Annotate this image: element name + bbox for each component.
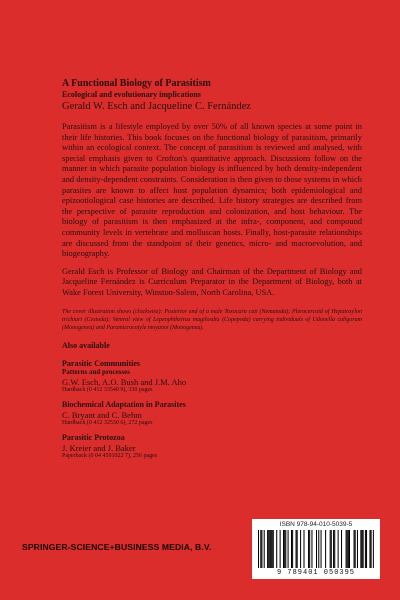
- barcode-bar: [309, 530, 310, 568]
- barcode-bar: [366, 530, 367, 568]
- barcode-bar: [292, 530, 293, 568]
- cover-illustration-caption: The cover illustration shows (clockwise): Posterior end of a male Toxocara cati (Nematoda); Plerocercoid of Hepatoxylon trichiuri (Cestoda); Ventral view of Lepeophtheirus magilosdia (Copepoda) carrying individuals of Udonella caligorum (Monogenea) and Paramicrocotyle moyanoi (Monogenea).: [62, 308, 362, 331]
- barcode-bar: [297, 530, 298, 568]
- barcode-bar: [272, 530, 273, 568]
- barcode-bar: [264, 530, 265, 568]
- related-book-authors: J. Kreier and J. Baker: [62, 442, 136, 453]
- isbn-label: ISBN 978-94-010-5039-5: [279, 521, 353, 528]
- related-book-meta: Paperback (0 04 4591022 7), 256 pages: [62, 452, 158, 459]
- barcode-bar: [300, 530, 301, 568]
- barcode-bar: [273, 530, 274, 568]
- barcode-bar: [348, 530, 349, 568]
- barcode-bar: [360, 530, 361, 568]
- barcode-bar: [349, 530, 350, 568]
- barcode-bar: [303, 530, 304, 568]
- barcode-bar: [288, 530, 289, 568]
- barcode-bar: [365, 530, 366, 568]
- barcode-bar: [346, 530, 347, 568]
- barcode-bar: [338, 530, 339, 568]
- barcode-bar: [283, 530, 284, 568]
- barcode-bar: [296, 530, 297, 568]
- related-book-authors: C. Bryant and C. Behm: [62, 409, 142, 420]
- book-authors: Gerald W. Esch and Jacqueline C. Fernández: [62, 101, 251, 112]
- barcode-bar: [355, 530, 356, 568]
- barcode-bar: [321, 530, 322, 568]
- barcode-bar: [330, 530, 331, 568]
- barcode-bar: [284, 530, 285, 568]
- barcode-bar: [258, 530, 259, 568]
- book-description: Parasitism is a lifestyle employed by over 50% of all known species at some point in their life histories. This book focuses on the functional biology of parasitism, primarily within an ecological context. The concept of parasitism is reviewed and analysed, with special emphasis given to Crofton's quantitative approach. Discussions follow on the manner in which parasite population biology is influenced by both density-independent and density-dependent constraints. Consideration is then given to those systems in which parasites are known to affect host population dynamics; both epidemiological and epizootiological case histories are described. Life history strategies are described from the perspective of parasite reproduction and colonization, and host behaviour. The biology of parasitism is then emphasized at the infra-, component, and compound community levels in vertebrate and molluscan hosts. Finally, host-parasite relationships are discussed from the standpoint of their genetics, micro- and macroevolution, and biogeography.: [62, 122, 362, 259]
- related-book-meta: Hardback (0 412 32530 6), 272 pages: [62, 419, 153, 426]
- barcode-bar: [261, 530, 262, 568]
- barcode-bar: [354, 530, 355, 568]
- barcode-bar: [308, 530, 309, 568]
- barcode-bar: [371, 530, 372, 568]
- about-authors: Gerald Esch is Professor of Biology and Chairman of the Department of Biology and Jacqueline Fernández is Curriculum Preparator in the Department of Biology, both at Wake Forest University, Winston-Salem, North Carolina, USA.: [62, 266, 362, 297]
- also-available-heading: Also available: [62, 340, 110, 350]
- barcode-bar: [260, 530, 261, 568]
- barcode-bar: [341, 530, 342, 568]
- related-book: [62, 400, 362, 427]
- barcode-bar: [280, 530, 281, 568]
- barcode-bar: [291, 530, 292, 568]
- ean-digits: 9 789401 050395: [276, 569, 355, 577]
- barcode-bar: [268, 530, 269, 568]
- barcode-bar: [334, 530, 335, 568]
- book-title: A Functional Biology of Parasitism: [62, 78, 211, 89]
- cover-text-block: [62, 78, 362, 466]
- barcode-bar: [361, 530, 362, 568]
- barcode-bar: [331, 530, 332, 568]
- barcode-bar: [347, 530, 348, 568]
- barcode-bar: [318, 530, 319, 568]
- related-book-meta: Hardback (0 412 33540 9), 330 pages: [62, 386, 153, 393]
- barcode-bar: [333, 530, 334, 568]
- barcode-bar: [267, 530, 268, 568]
- barcode-bar: [363, 530, 364, 568]
- barcode-bar: [369, 530, 370, 568]
- related-book: [62, 433, 362, 460]
- publisher-name: SPRINGER-SCIENCE+BUSINESS MEDIA, B.V.: [22, 542, 212, 552]
- related-book-title: Parasitic Communities: [62, 358, 140, 368]
- barcode-bar: [269, 530, 270, 568]
- barcode-bar: [311, 530, 312, 568]
- barcode-bar: [276, 530, 277, 568]
- book-subtitle: Ecological and evolutionary implications: [62, 90, 201, 99]
- related-book-title: Parasitic Protozoa: [62, 433, 125, 442]
- barcode-bar: [271, 530, 272, 568]
- barcode-bar: [316, 530, 317, 568]
- related-book: [62, 359, 362, 395]
- related-book-authors: G.W. Esch, A.O. Bush and J.M. Aho: [62, 376, 187, 387]
- isbn-barcode-box: [252, 519, 380, 579]
- related-book-title: Biochemical Adaptation in Parasites: [62, 400, 186, 409]
- related-book-subtitle: Patterns and processes: [62, 368, 130, 376]
- barcode-bar: [325, 530, 326, 568]
- barcode-icon: [258, 530, 374, 568]
- barcode-bar: [285, 530, 286, 568]
- barcode-bar: [373, 530, 374, 568]
- barcode-bar: [357, 530, 358, 568]
